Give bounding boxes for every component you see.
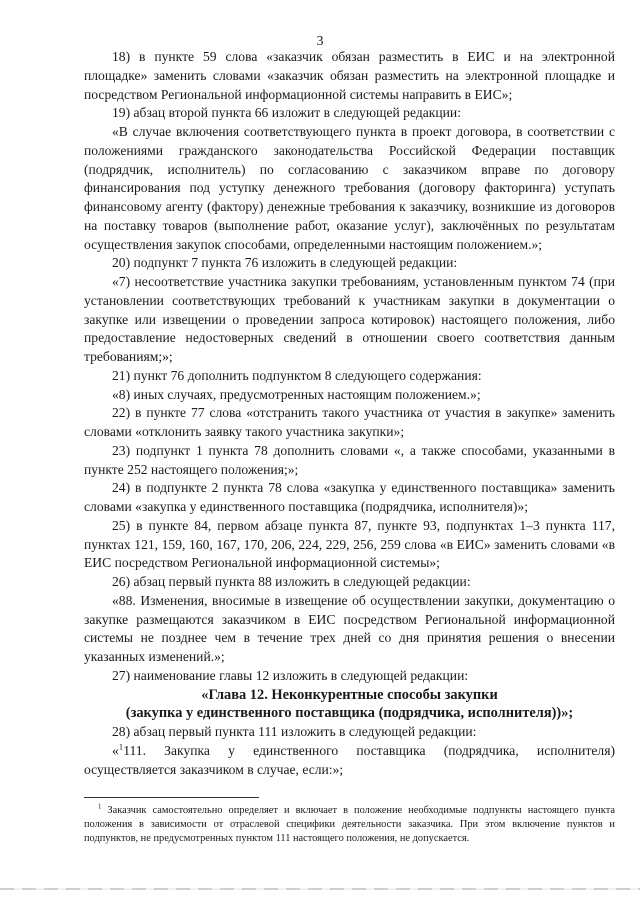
paragraph: 23) подпункт 1 пункта 78 дополнить словами «, а также способами, указанными в пункте 252 настоящего положения;»; [84,442,615,477]
paragraph: 19) абзац второй пункта 66 изложит в следующей редакции: [112,105,461,121]
paragraph: 27) наименование главы 12 изложить в следующей редакции: [112,667,469,683]
paragraph: 24) в подпункте 2 пункта 78 слова «закупка у единственного поставщика» заменить словами «закупка у единственного поставщика (подрядчика, исполнителя)»; [84,480,615,514]
quote-open: « [112,742,119,758]
paragraph: 21) пункт 76 дополнить подпунктом 8 следующего содержания: [112,367,482,383]
footnote-divider [84,797,259,798]
paragraph: 26) абзац первый пункта 88 изложить в следующей редакции: [112,574,471,589]
paragraph: 25) в пункте 84, первом абзаце пункта 87, пункте 93, подпунктах 1–3 пункта 117, пунктах 121, 159, 160, 167, 170, 206, 224, 229, 256, 259 слова «в ЕИС» заменить словами «в ЕИС посредством Региональной информационной системы»; [84,517,615,571]
footnote [84,804,615,847]
document-body [84,48,615,779]
footnote-mark: 1 [98,803,102,811]
paragraph: 28) абзац первый пункта 111 изложить в следующей редакции: [112,724,477,739]
paragraph: 22) в пункте 77 слова «отстранить такого участника от участия в закупке» заменить словами «отклонить заявку такого участника закупки»; [84,405,615,439]
chapter-heading-line1: «Глава 12. Неконкурентные способы закупки [201,686,498,703]
chapter-heading-line2: (закупка у единственного поставщика (подрядчика, исполнителя))»; [125,705,574,722]
paragraph: «7) несоответствие участника закупки требованиям, установленным пунктом 74 (при установлении соответствующих требований к участникам закупки в документации о закупке или извещении о проведении запроса котировок) настоящего положения, либо предоставление недостоверных сведений в отношении своего соответствия данным требованиям;»; [84,274,615,364]
paragraph: «88. Изменения, вносимые в извещение об осуществлении закупки, документацию о закупке размещаются заказчиком в ЕИС посредством Региональной информационной системы не позднее чем в течение трех дней со дня принятия решения о внесении указанных изменений.»; [84,592,615,664]
page-number: 3 [316,34,324,49]
scan-edge-artifact [0,888,640,890]
paragraph-with-footnote-ref [84,742,615,780]
paragraph: 18) в пункте 59 слова «заказчик обязан разместить в ЕИС и на электронной площадке» заменить словами «заказчик обязан разместить на электронной площадке и посредством Региональной информационной системы направить в ЕИС»; [84,49,615,102]
footnote-text: Заказчик самостоятельно определяет и включает в положение необходимые подпункты настоящего пункта положения в зависимости от отраслевой специфики деятельности заказчика. При этом включение пунктов и подпунктов, не предусмотренных пунктом 111 настоящего положения, не допускается. [84,805,615,845]
footnote-ref: 1 [118,741,124,752]
paragraph: «В случае включения соответствующего пункта в проект договора, в соответствии с положениями гражданского законодательства Российской Федерации поставщик (подрядчик, исполнитель) по согласованию с заказчиком вправе по договору финансирования под уступку денежного требования (договору факторинга) уступать финансовому агенту (фактору) денежные требования к заказчику, возникшие из договоров на поставку товаров (выполнение работ, оказание услуг), заключённых по результатам осуществления закупок способами, определенными настоящим положением.»; [84,124,615,252]
paragraph: 20) подпункт 7 пункта 76 изложить в следующей редакции: [112,255,458,271]
paragraph: «8) иных случаях, предусмотренных настоящим положением.»; [112,386,481,402]
paragraph-text: 111. Закупка у единственного поставщика (подрядчика, исполнителя) осуществляется заказчиком в случае, если:»; [84,742,615,777]
